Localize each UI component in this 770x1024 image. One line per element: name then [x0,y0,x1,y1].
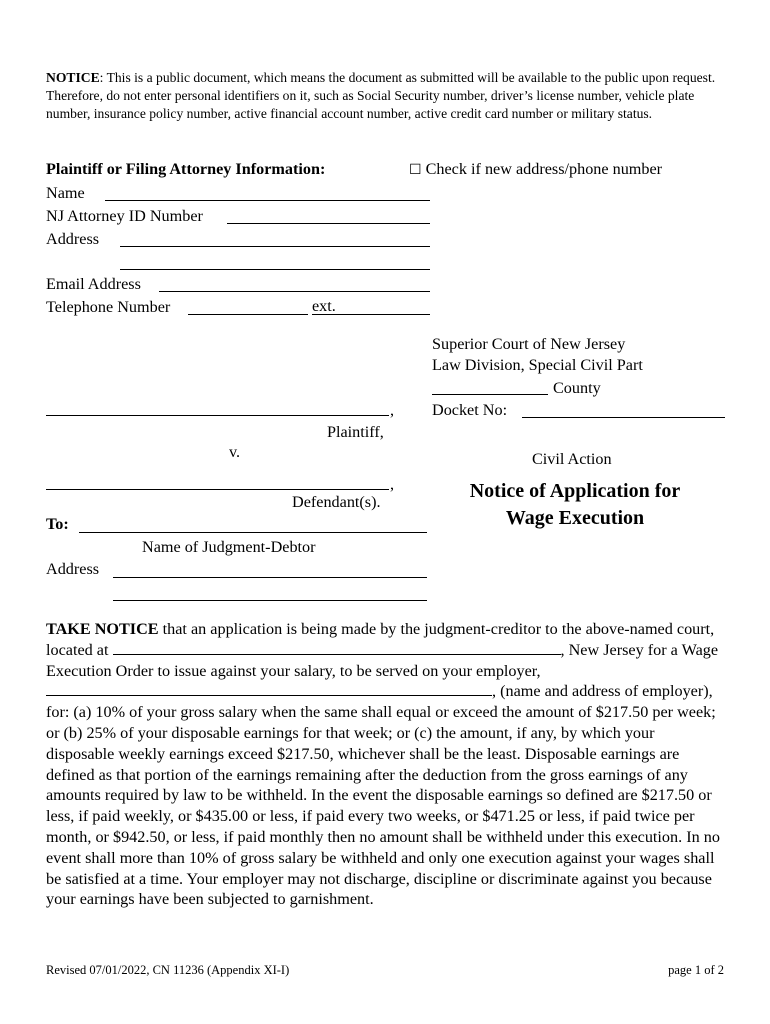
plaintiff-comma: , [390,401,395,419]
document-title [430,478,720,532]
telephone-field[interactable] [188,314,308,315]
notice-label: NOTICE [46,70,100,85]
address-field-line1[interactable] [120,246,430,247]
checkbox-icon[interactable]: ☐ [409,162,422,178]
new-address-checkbox-label: Check if new address/phone number [425,160,663,178]
ext-field[interactable] [312,314,430,315]
plaintiff-info-heading: Plaintiff or Filing Attorney Information: [46,160,326,178]
defendant-label: Defendant(s). [292,493,381,511]
notice-body [46,619,724,910]
notice-text: : This is a public document, which means the document as submitted will be available to the public upon request. Therefore, do not enter personal identifiers on it, such as Social Security number, driver’s license number, vehicle plate number, insurance policy number, active financial account number, active credit card number or military status. [46,70,716,121]
new-address-checkbox-row[interactable] [409,159,662,180]
county-label: County [553,379,601,397]
title-line1: Notice of Application for [469,480,681,502]
court-name: Superior Court of New Jersey [432,335,626,353]
address-field-line2[interactable] [120,269,430,270]
plaintiff-name-field[interactable] [46,415,389,416]
email-field[interactable] [159,291,430,292]
attorney-id-field[interactable] [227,223,430,224]
attorney-id-label: NJ Attorney ID Number [46,207,203,225]
body-part1: that an application is being made by the judgment-creditor to the above-named court, located at [46,620,715,659]
body-part2-end: , (name and address of employer), for: (a) 10% of your gross salary when the same shall equal or exceed the amount of $217.50 per week; or (b) 25% of your disposable earnings for that week; or (c) the amount, if any, by which your disposable weekly earnings exceed $217.50, whichever shall be the least. Disposable earnings are defined as that portion of the earnings remaining after the deduction from the gross earnings of any amounts required by law to be withheld. In the event the disposable earnings so defined are $217.50 or less, if paid weekly, or $435.00 or less, if paid every two weeks, or $471.25 or less, if paid twice per month, or $942.50, or less, if paid monthly then no amount shall be withheld under this execution. In no event shall more than 10% of gross salary be withheld and only one execution against your wages shall be satisfied at a time. Your employer may not discharge, discipline or discriminate against you because your earnings have been subjected to garnishment. [46,682,720,909]
telephone-label: Telephone Number [46,298,171,316]
docket-label: Docket No: [432,401,508,419]
name-field[interactable] [105,200,430,201]
civil-action-label: Civil Action [532,450,612,468]
employer-field[interactable] [46,681,492,696]
versus-label: v. [229,443,241,461]
body-part1-end: , [560,640,565,659]
debtor-address-line1[interactable] [113,577,427,578]
page-number: page 1 of 2 [668,963,724,977]
judgment-debtor-caption: Name of Judgment-Debtor [142,538,316,556]
title-line2: Wage Execution [505,507,645,529]
privacy-notice [46,69,736,123]
email-label: Email Address [46,275,141,293]
revision-info: Revised 07/01/2022, CN 11236 (Appendix XI-I) [46,963,290,977]
name-label: Name [46,184,85,202]
docket-field[interactable] [522,417,725,418]
take-notice-label: TAKE NOTICE [46,620,159,638]
ext-label: ext. [312,297,336,315]
judgment-debtor-name-field[interactable] [79,532,427,533]
body-part2: New Jersey for a Wage Execution Order to issue against your salary, to be served on your employer, [46,640,719,680]
debtor-address-line2[interactable] [113,600,427,601]
debtor-address-label: Address [46,560,100,578]
county-field[interactable] [432,394,548,395]
court-division: Law Division, Special Civil Part [432,356,643,374]
to-label: To: [46,515,69,533]
defendant-comma: , [390,475,395,493]
plaintiff-label: Plaintiff, [327,423,384,441]
address-label: Address [46,230,100,248]
court-location-field[interactable] [113,640,561,655]
defendant-name-field[interactable] [46,489,389,490]
